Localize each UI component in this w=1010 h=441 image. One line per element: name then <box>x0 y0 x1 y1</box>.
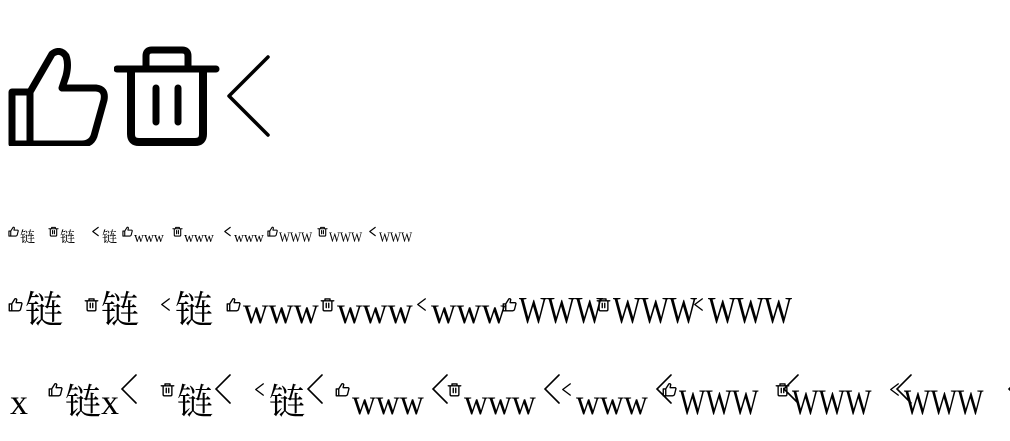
row_small-item <box>48 224 75 246</box>
row_small-item-label: 链 <box>102 230 118 246</box>
row_small-item-label: 链 <box>60 230 76 246</box>
row_medium-item-label: 链 <box>101 290 140 332</box>
row_large-item-label: 链x <box>65 382 120 422</box>
row_medium-item-label: WWW <box>708 290 792 332</box>
row_small-item-label: www <box>134 230 164 246</box>
row_small-item-label: 链 <box>20 230 36 246</box>
lead-text-label: x <box>10 382 28 422</box>
chevron-left-icon <box>1006 372 1010 414</box>
thumb-up-icon <box>662 364 677 406</box>
row_large-item-label: www <box>576 382 648 422</box>
row_large-item-label: WWW <box>792 382 872 422</box>
trash-icon <box>775 364 790 406</box>
row_medium-item <box>691 282 816 330</box>
thumb-up-icon <box>8 278 23 322</box>
lead-text <box>10 370 28 420</box>
chevron-left-icon <box>252 364 267 406</box>
chevron-left-icon <box>213 372 233 414</box>
chevron-left-icon <box>224 54 274 140</box>
row_small-item <box>317 224 371 246</box>
row_small-item <box>90 224 117 246</box>
thumb-up-icon <box>48 364 63 406</box>
row_large-item-label: www <box>464 382 536 422</box>
thumb-up-icon <box>122 225 133 242</box>
chevron-left-icon <box>305 372 325 414</box>
row_small-item-label: WWW <box>329 230 363 246</box>
row_large-item <box>48 370 139 420</box>
row_large-item-label: WWW <box>679 382 759 422</box>
row_medium-item-label: www <box>337 290 413 332</box>
thumb-up-icon <box>8 225 19 242</box>
trash-icon <box>317 225 328 242</box>
chevron-left-icon <box>119 372 139 414</box>
chevron-left-icon <box>222 225 233 242</box>
chevron-left-icon <box>559 364 574 406</box>
row_medium-item <box>8 282 63 330</box>
trash-icon <box>447 364 462 406</box>
row_medium-item-label: 链 <box>25 290 64 332</box>
row_large-item <box>335 370 450 420</box>
row_small-item-label: www <box>184 230 214 246</box>
trash-icon <box>48 225 59 242</box>
row_large-item <box>559 370 674 420</box>
chevron-left-icon <box>90 225 101 242</box>
trash-icon <box>84 278 99 322</box>
row_large-item <box>160 370 233 420</box>
row_small-item <box>222 224 267 246</box>
row_medium-item <box>158 282 213 330</box>
row_medium-item-label: www <box>431 290 507 332</box>
row_small-item <box>8 224 35 246</box>
chevron-left-icon <box>158 278 173 322</box>
thumb-up-icon <box>267 225 278 242</box>
trash-icon <box>160 364 175 406</box>
row_medium-item <box>226 282 325 330</box>
row_large-item <box>252 370 325 420</box>
row_small-item-label: WWW <box>279 230 313 246</box>
row_small-item <box>122 224 167 246</box>
row_large-item-label: 链 <box>177 382 214 422</box>
thumb-up-icon <box>8 48 108 146</box>
row_medium-item <box>414 282 513 330</box>
chevron-left-icon <box>691 278 706 322</box>
thumb-up-icon <box>502 278 517 322</box>
row_medium-item <box>320 282 419 330</box>
row_large-item-label: www <box>352 382 424 422</box>
trash-icon <box>114 46 220 146</box>
row_medium-item-label: www <box>243 290 319 332</box>
row_small-item-label: WWW <box>379 230 413 246</box>
thumb-up-icon <box>335 364 350 406</box>
chevron-left-icon <box>414 278 429 322</box>
trash-icon <box>320 278 335 322</box>
row_large-item-label: WWW <box>904 382 984 422</box>
row_small-item <box>267 224 321 246</box>
row_medium-item-label: WWW <box>613 290 697 332</box>
row_small-item <box>172 224 217 246</box>
chevron-left-icon <box>887 364 902 406</box>
thumb-up-icon <box>226 278 241 322</box>
row_medium-item-label: 链 <box>175 290 214 332</box>
row_medium-item <box>84 282 139 330</box>
chevron-left-icon <box>367 225 378 242</box>
row_small-item <box>367 224 421 246</box>
trash-icon <box>596 278 611 322</box>
row_medium-item-label: WWW <box>519 290 603 332</box>
row_small-item-label: www <box>234 230 264 246</box>
row_large-item <box>887 370 1010 420</box>
row_large-item <box>447 370 562 420</box>
trash-icon <box>172 225 183 242</box>
row_large-item-label: 链 <box>269 382 306 422</box>
